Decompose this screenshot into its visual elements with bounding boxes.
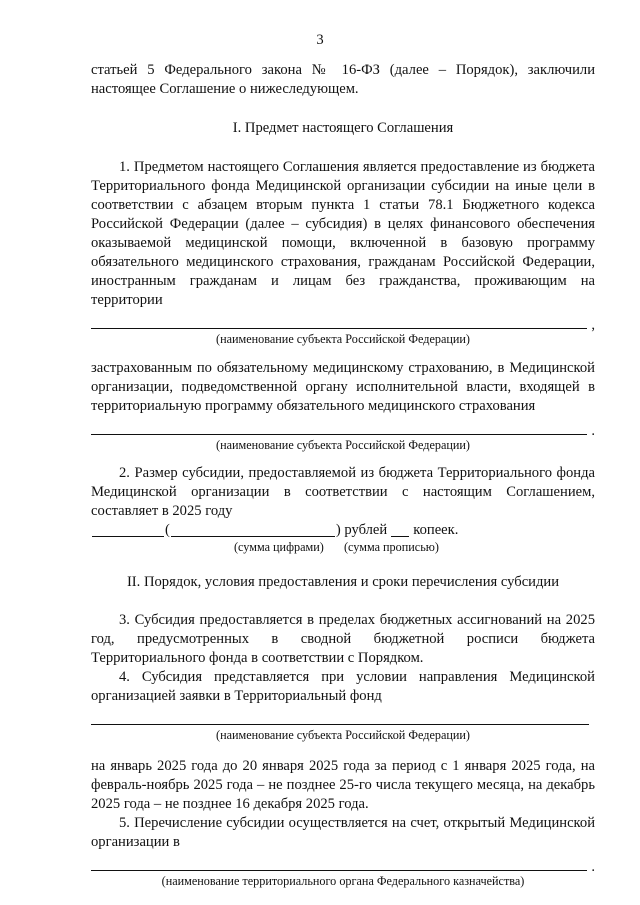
- fill-period: .: [591, 423, 595, 439]
- amount-captions: [91, 540, 595, 554]
- section-1-title: I. Предмет настоящего Соглашения: [232, 120, 454, 136]
- caption-subject-2: (наименование субъекта Российской Федерации): [216, 438, 470, 452]
- caption-digits: (сумма цифрами): [234, 540, 324, 554]
- clause-4-continuation: на январь 2025 года до 20 января 2025 года за период с 1 января 2025 года, на февраль-ноябрь 2025 года – не позднее 25-го числа текущего месяца, на декабрь 2025 года – не позднее 16 декабря 2025 года.: [91, 758, 595, 812]
- clause-1: 1. Предметом настоящего Соглашения является предоставление из бюджета Территориального фонда Медицинской организации субсидии на иные цели в соответствии с абзацем вторым пункта 1 статьи 78.1 Бюджетного кодекса Российской Федерации (далее – субсидия) в целях финансового обеспечения оказываемой медицинской помощи, включенной в базовую программу обязательного медицинского страхования, гражданам Российской Федерации, иностранным гражданам и лицам без гражданства, проживающим на территории: [91, 159, 595, 308]
- amount-open-paren: (: [165, 522, 170, 538]
- kopeck-blank: [391, 522, 409, 537]
- page-number: 3: [316, 32, 324, 48]
- section-2-title: II. Порядок, условия предоставления и сроки перечисления субсидии: [126, 574, 560, 590]
- intro-paragraph: статьей 5 Федерального закона № 16-ФЗ (далее – Порядок), заключили настоящее Соглашение о нижеследующем.: [91, 62, 595, 97]
- amount-words-blank: [171, 522, 335, 537]
- fill-period: .: [591, 859, 595, 875]
- subject-fill-line-1: [91, 314, 595, 332]
- clause-4: 4. Субсидия представляется при условии направления Медицинской организацией заявки в Территориальный фонд: [91, 669, 595, 704]
- clause-2: 2. Размер субсидии, предоставляемой из бюджета Территориального фонда Медицинской организации в соответствии с настоящим Соглашением, составляет в 2025 году: [91, 465, 595, 519]
- caption-subject-3: (наименование субъекта Российской Федерации): [216, 728, 470, 742]
- caption-subject-1: (наименование субъекта Российской Федерации): [216, 332, 470, 346]
- treasury-fill-line: [91, 856, 595, 874]
- amount-kopecks-label: копеек.: [413, 522, 459, 538]
- blank-line: [91, 434, 587, 435]
- caption-words: (сумма прописью): [344, 540, 439, 554]
- fill-comma: ,: [591, 317, 595, 333]
- caption-treasury: (наименование территориального органа Федерального казначейства): [161, 874, 525, 888]
- document-body: [91, 61, 595, 888]
- clause-1-continuation: застрахованным по обязательному медицинскому страхованию, в Медицинской организации, подведомственной органу исполнительной власти, входящей в территориальную программу обязательного медицинского страхования: [91, 360, 595, 414]
- subject-fill-line-3: [91, 710, 595, 728]
- amount-digits-blank: [92, 522, 164, 537]
- clause-3: 3. Субсидия предоставляется в пределах бюджетных ассигнований на 2025 год, предусмотренных в сводной бюджетной росписи бюджета Территориального фонда в соответствии с Порядком.: [91, 612, 595, 666]
- clause-5: 5. Перечисление субсидии осуществляется на счет, открытый Медицинской организации в: [91, 815, 595, 850]
- amount-fill-row: [91, 521, 595, 540]
- blank-line: [91, 870, 587, 871]
- blank-line: [91, 724, 589, 725]
- blank-line: [91, 328, 587, 329]
- amount-rubles-label: ) рублей: [335, 522, 388, 538]
- subject-fill-line-2: [91, 420, 595, 438]
